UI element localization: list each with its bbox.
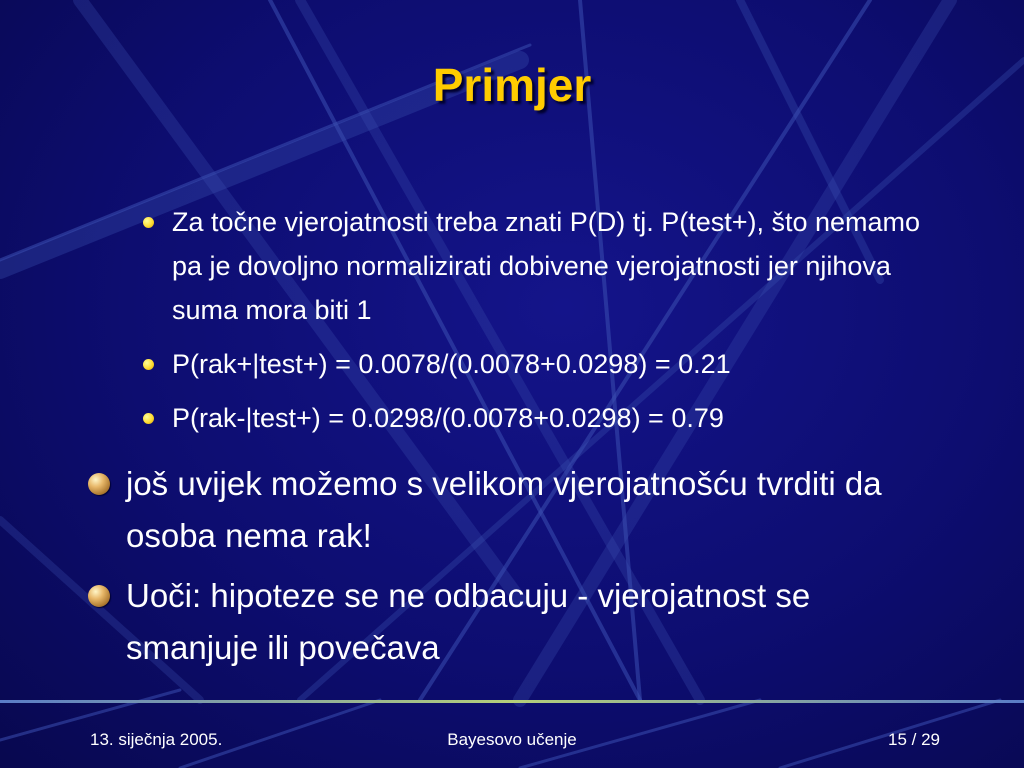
footer bbox=[0, 730, 1024, 760]
bullet-dot-icon bbox=[143, 359, 154, 370]
bullet-ball-icon bbox=[88, 585, 110, 607]
footer-divider bbox=[0, 700, 1024, 703]
sub-bullet-item bbox=[140, 200, 940, 332]
slide-title: Primjer bbox=[432, 59, 592, 111]
footer-presentation-title: Bayesovo učenje bbox=[447, 730, 577, 749]
sub-bullet-item bbox=[140, 342, 940, 386]
footer-page-number: 15 / 29 bbox=[888, 730, 940, 749]
main-bullet-list bbox=[88, 458, 948, 682]
sub-bullet-list bbox=[140, 200, 940, 450]
sub-bullet-text: Za točne vjerojatnosti treba znati P(D) tj. P(test+), što nemamo pa je dovoljno normalizirati dobivene vjerojatnosti jer njihova suma mora biti 1 bbox=[172, 207, 921, 325]
main-bullet-text: još uvijek možemo s velikom vjerojatnošću tvrditi da osoba nema rak! bbox=[126, 465, 882, 554]
main-bullet-item bbox=[88, 570, 948, 674]
sub-bullet-text: P(rak-|test+) = 0.0298/(0.0078+0.0298) = 0.79 bbox=[172, 403, 724, 433]
main-bullet-text: Uoči: hipoteze se ne odbacuju - vjerojatnost se smanjuje ili povečava bbox=[126, 577, 811, 666]
bullet-ball-icon bbox=[88, 473, 110, 495]
bullet-dot-icon bbox=[143, 413, 154, 424]
bullet-dot-icon bbox=[143, 217, 154, 228]
footer-date: 13. siječnja 2005. bbox=[90, 730, 223, 749]
sub-bullet-item bbox=[140, 396, 940, 440]
main-bullet-item bbox=[88, 458, 948, 562]
sub-bullet-text: P(rak+|test+) = 0.0078/(0.0078+0.0298) = 0.21 bbox=[172, 349, 731, 379]
